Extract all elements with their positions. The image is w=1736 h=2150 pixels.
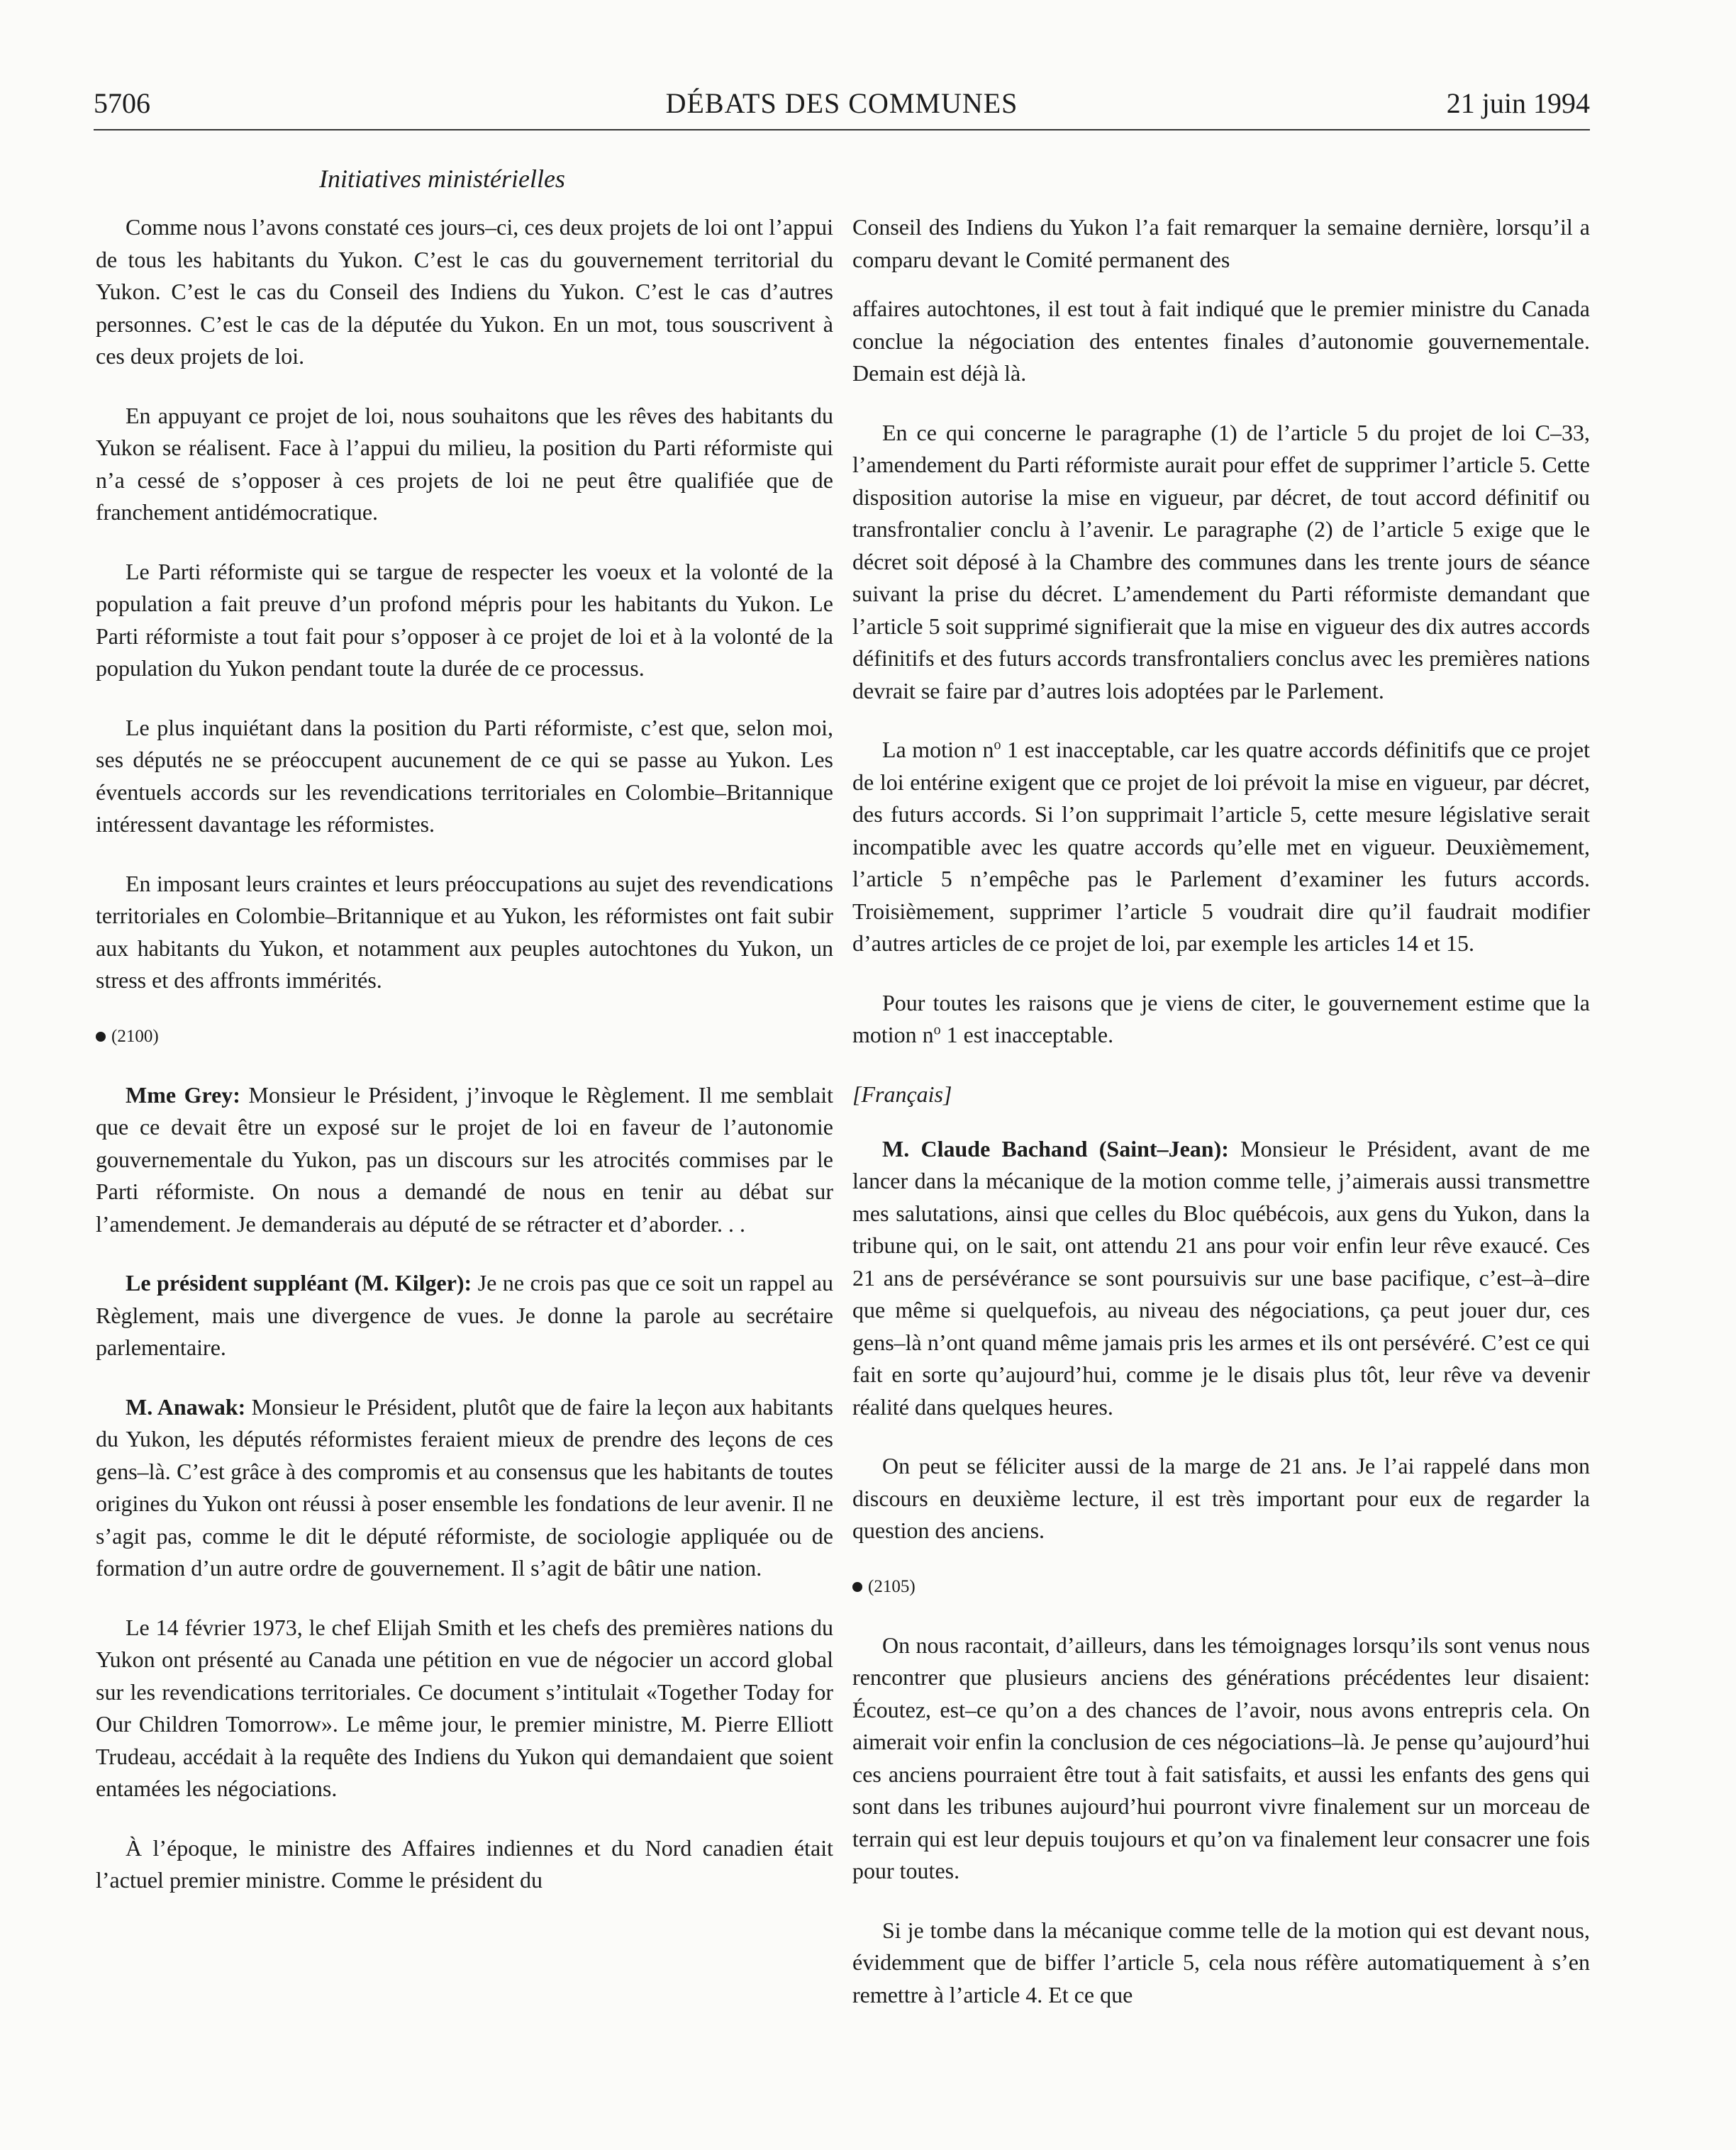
paragraph: Comme nous l’avons constaté ces jours–ci, ces deux projets de loi ont l’appui de tous les habitants du Yukon. C’est le cas du gouvernement territorial du Yukon. C’est le cas du Conseil des Indiens du Yukon. C’est le cas d’autres personnes. C’est le cas de la députée du Yukon. En un mot, tous souscrivent à ces deux projets de loi.: [96, 214, 833, 369]
paragraph-text: 1 est inacceptable.: [940, 1022, 1114, 1047]
speaker-name: Mme Grey:: [126, 1081, 240, 1108]
timestamp-text: (2100): [111, 1026, 159, 1046]
paragraph: Si je tombe dans la mécanique comme telle de la motion qui est devant nous, évidemment que de biffer l’article 5, cela nous réfère automatiquement à s’en remettre à l’article 4. Et ce que: [852, 1917, 1590, 2007]
paragraph: Le 14 février 1973, le chef Elijah Smith et les chefs des premières nations du Yukon ont présenté au Canada une pétition en vue de négocier un accord global sur les revendications territoriales. Ce document s’intitulait «Together Today for Our Children Tomorrow». Le même jour, le premier ministre, M. Pierre Elliott Trudeau, accédait à la requête des Indiens du Yukon qui demandaient que soient entamées les négociations.: [96, 1614, 833, 1801]
paragraph: Conseil des Indiens du Yukon l’a fait remarquer la semaine dernière, lorsqu’il a comparu devant le Comité permanent des: [852, 214, 1590, 272]
paragraph: À l’époque, le ministre des Affaires indiennes et du Nord canadien était l’actuel premier ministre. Comme le président du: [96, 1834, 833, 1893]
superscript: o: [994, 737, 1001, 753]
running-title: DÉBATS DES COMMUNES: [665, 87, 1018, 119]
paragraph: affaires autochtones, il est tout à fait indiqué que le premier ministre du Canada conclue la négociation des ententes finales d’autonomie gouvernementale. Demain est déjà là.: [852, 296, 1590, 386]
left-column: [96, 211, 833, 1924]
speech-paragraph: [96, 1267, 833, 1364]
page-number: 5706: [94, 87, 150, 119]
paragraph-text: La motion n: [882, 737, 994, 762]
paragraph: On nous racontait, d’ailleurs, dans les témoignages lorsqu’ils sont venus nous rencontrer que plusieurs anciens des générations précédentes leur disaient: Écoutez, est–ce qu’on a des chances de l’avoir, nous avons entrepris cela. On aimerait voir enfin la conclusion de ces négociations–là. Je pense qu’aujourd’hui ces anciens pourraient être tout à fait satisfaits, et aussi les enfants des gens qui sont dans les tribunes aujourd’hui pourront vivre finalement sur un morceau de terrain qui est leur depuis toujours et qu’on va finalement leur consacrer une fois pour toutes.: [852, 1632, 1590, 1883]
paragraph: [852, 734, 1590, 960]
paragraph: [852, 987, 1590, 1052]
paragraph: Le Parti réformiste qui se targue de respecter les voeux et la volonté de la population a fait preuve d’un profond mépris pour les habitants du Yukon. Le Parti réformiste a tout fait pour s’opposer à ce projet de loi et à la volonté de la population du Yukon pendant toute la durée de ce processus.: [96, 558, 833, 681]
speech-paragraph: [96, 1391, 833, 1585]
speech-paragraph: [96, 1079, 833, 1241]
timestamp-marker: [852, 1574, 1590, 1600]
paragraph: En appuyant ce projet de loi, nous souhaitons que les rêves des habitants du Yukon se réalisent. Face à l’appui du milieu, la position du Parti réformiste qui n’a cessé de s’opposer à ces projets de loi ne peut être qualifiée que de franchement antidémocratique.: [96, 402, 833, 525]
paragraph: En imposant leurs craintes et leurs préoccupations au sujet des revendications territoriales en Colombie–Britannique et au Yukon, les réformistes ont fait subir aux habitants du Yukon, et notamment aux peuples autochtones du Yukon, un stress et des affronts immérités.: [96, 870, 833, 993]
speech-text: Je ne crois pas que ce soit un rappel au Règlement, mais une divergence de vues. Je donne la parole au secrétaire parlementaire.: [96, 1270, 834, 1360]
page-header: [94, 84, 1590, 130]
section-label: Initiatives ministérielles: [319, 165, 565, 193]
bullet-icon: [96, 1032, 106, 1042]
paragraph-text: Pour toutes les raisons que je viens de citer, le gouvernement estime que la motion n: [852, 989, 1590, 1047]
speaker-name: M. Claude Bachand (Saint–Jean):: [882, 1135, 1229, 1162]
speaker-name: M. Anawak:: [126, 1393, 246, 1420]
timestamp-marker: [96, 1024, 833, 1049]
bullet-icon: [852, 1582, 862, 1592]
paragraph: On peut se féliciter aussi de la marge de 21 ans. Je l’ai rappelé dans mon discours en deuxième lecture, il est très important pour eux de regarder la question des anciens.: [852, 1453, 1590, 1543]
timestamp-text: (2105): [868, 1576, 916, 1596]
speaker-name: Le président suppléant (M. Kilger):: [126, 1270, 472, 1296]
paragraph: Le plus inquiétant dans la position du Parti réformiste, c’est que, selon moi, ses députés ne se préoccupent aucunement de ce qui se passe au Yukon. Les éventuels accords sur les revendications territoriales en Colombie–Britannique intéressent davantage les réformistes.: [96, 714, 833, 837]
language-marker: [Français]: [852, 1081, 952, 1107]
speech-text: Monsieur le Président, avant de me lancer dans la mécanique de la motion comme telle, j’aimerais aussi transmettre mes salutations, ainsi que celles du Bloc québécois, aux gens du Yukon, dans la tribune qui, on le sait, ont attendu 21 ans pour voir enfin leur rêve exaucé. Ces 21 ans de persévérance se sont poursuivis sur une base pacifique, c’est–à–dire que même si quelquefois, au niveau des négociations, ça peut jouer dur, ces gens–là n’ont quand même jamais pris les armes et ils ont persévéré. C’est ce qui fait en sorte qu’aujourd’hui, comme je le disais plus tôt, leur rêve va devenir réalité dans quelques heures.: [852, 1135, 1591, 1420]
speech-text: Monsieur le Président, j’invoque le Règlement. Il me semblait que ce devait être un exposé sur le projet de loi en faveur de l’autonomie gouvernementale du Yukon, pas un discours sur les atrocités commises par le Parti réformiste. On nous a demandé de nous en tenir au débat sur l’amendement. Je demanderais au député de se rétracter et d’aborder. . .: [96, 1081, 834, 1237]
paragraph-text: 1 est inacceptable, car les quatre accords définitifs que ce projet de loi entérine exigent que ce projet de loi prévoit la mise en vigueur, par décret, des futurs accords. Si l’on supprimait l’article 5, cette mesure législative serait incompatible avec les quatre accords qu’elle met en vigueur. Deuxièmement, l’article 5 n’empêche pas le Parlement d’examiner les futurs accords. Troisièmement, supprimer l’article 5 voudrait dire qu’il faudrait modifier d’autres articles de ce projet de loi, par exemple les articles 14 et 15.: [852, 737, 1591, 956]
superscript: o: [933, 1022, 941, 1038]
paragraph: En ce qui concerne le paragraphe (1) de l’article 5 du projet de loi C–33, l’amendement du Parti réformiste aurait pour effet de supprimer l’article 5. Cette disposition autorise la mise en vigueur, par décret, de tout accord définitif ou transfrontalier conclu à l’avenir. Le paragraphe (2) de l’article 5 exige que le décret soit déposé à la Chambre des communes dans les trente jours de séance suivant la prise du décret. L’amendement du Parti réformiste demandant que l’article 5 soit supprimé signifierait que la mise en vigueur des dix autres accords définitifs et des futurs accords transfrontaliers conclus avec les premières nations devrait se faire par d’autres lois adoptées par le Parlement.: [852, 419, 1590, 703]
speech-paragraph: [852, 1133, 1590, 1424]
header-date: 21 juin 1994: [1446, 87, 1590, 119]
right-column: [852, 211, 1590, 2038]
speech-text: Monsieur le Président, plutôt que de faire la leçon aux habitants du Yukon, les députés réformistes feraient mieux de prendre des leçons de ces gens–là. C’est grâce à des compromis et au consensus que les habitants de toutes origines du Yukon ont réussi à poser ensemble les fondations de leur avenir. Il ne s’agit pas, comme le dit le député réformiste, de sociologie appliquée ou de formation d’un autre ordre de gouvernement. Il s’agit de bâtir une nation.: [96, 1393, 834, 1581]
